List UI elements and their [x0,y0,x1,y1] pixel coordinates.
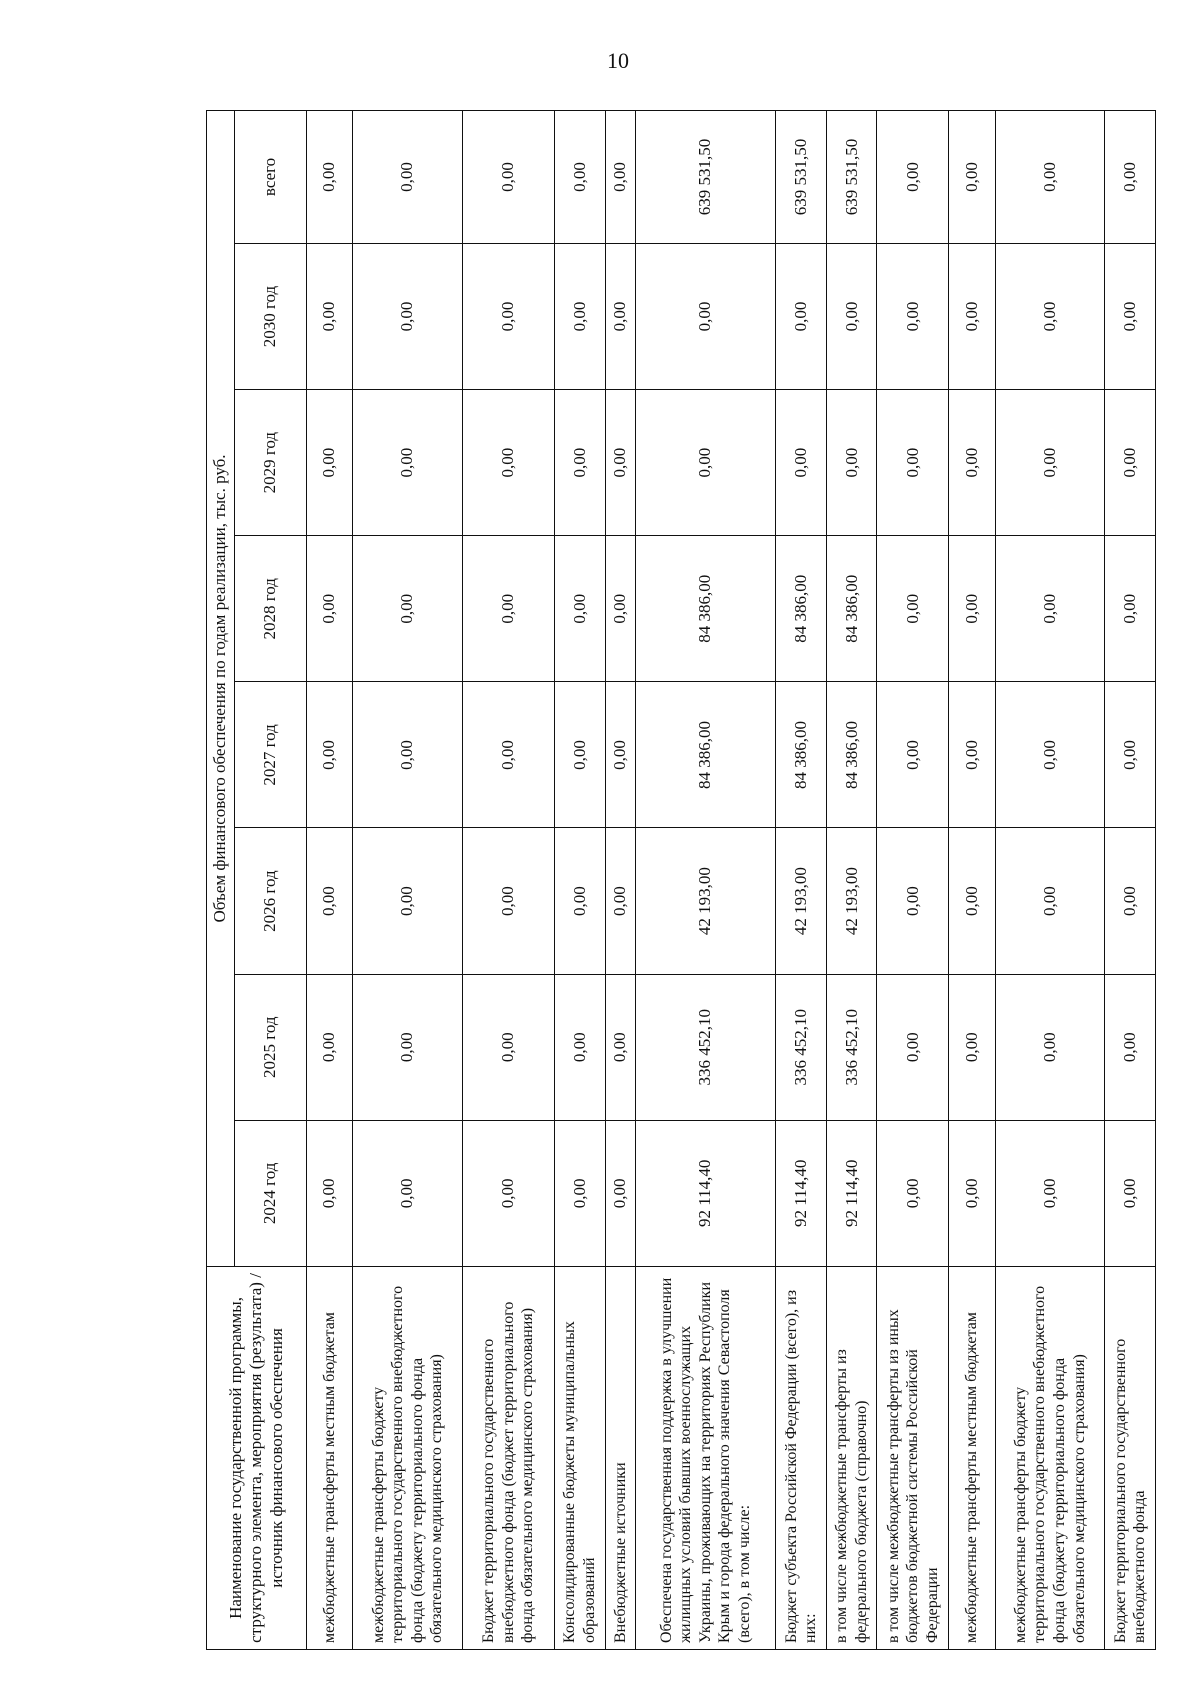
header-group: Объем финансового обеспечения по годам реализации, тыс. руб. [207,111,235,1267]
table-body [307,111,1156,1650]
row-year-value: 0,00 [307,828,353,974]
row-total-value: 0,00 [949,111,995,244]
row-total-value: 0,00 [307,111,353,244]
row-year-value: 0,00 [555,390,606,536]
table-row [826,111,877,1650]
row-year-value: 0,00 [555,974,606,1120]
header-year: 2028 год [235,536,307,682]
row-year-value: 0,00 [605,682,635,828]
row-year-value: 0,00 [462,682,554,828]
row-year-value: 0,00 [555,243,606,389]
rotated-table-wrapper [206,110,1156,1650]
header-name-column: Наименование государственной программы, структурного элемента, мероприятия (результата) / источник финансового обеспечения [207,1266,307,1649]
row-year-value: 0,00 [995,243,1105,389]
row-name: в том числе межбюджетные трансферты из иных бюджетов бюджетной системы Российской Федерации [877,1266,949,1649]
row-year-value: 0,00 [877,243,949,389]
row-year-value: 0,00 [307,536,353,682]
page-number: 10 [607,48,629,73]
row-year-value: 0,00 [353,682,463,828]
row-total-value: 639 531,50 [776,111,827,244]
row-year-value: 92 114,40 [826,1120,877,1266]
row-year-value: 0,00 [995,682,1105,828]
row-year-value: 0,00 [776,243,827,389]
header-year: 2030 год [235,243,307,389]
table-row [353,111,463,1650]
row-year-value: 0,00 [1105,1120,1156,1266]
row-name: Внебюджетные источники [605,1266,635,1649]
row-year-value: 84 386,00 [635,536,776,682]
row-year-value: 0,00 [353,1120,463,1266]
row-year-value: 0,00 [307,243,353,389]
row-year-value: 0,00 [949,974,995,1120]
table-row [555,111,606,1650]
row-year-value: 0,00 [555,682,606,828]
row-year-value: 0,00 [877,1120,949,1266]
table-row [877,111,949,1650]
header-year: 2025 год [235,974,307,1120]
row-total-value: 0,00 [995,111,1105,244]
table-row [605,111,635,1650]
row-total-value: 0,00 [462,111,554,244]
row-name: межбюджетные трансферты местным бюджетам [307,1266,353,1649]
row-year-value: 0,00 [462,390,554,536]
row-year-value: 336 452,10 [826,974,877,1120]
row-year-value: 0,00 [353,828,463,974]
row-year-value: 0,00 [635,243,776,389]
row-year-value: 0,00 [307,974,353,1120]
row-year-value: 84 386,00 [776,682,827,828]
row-year-value: 336 452,10 [635,974,776,1120]
header-year: 2026 год [235,828,307,974]
row-year-value: 0,00 [877,974,949,1120]
row-year-value: 0,00 [776,390,827,536]
financing-table [206,110,1156,1650]
row-year-value: 0,00 [462,974,554,1120]
row-year-value: 0,00 [353,974,463,1120]
row-total-value: 0,00 [555,111,606,244]
table-row [949,111,995,1650]
row-year-value: 0,00 [605,243,635,389]
row-year-value: 0,00 [995,828,1105,974]
row-name: Консолидированные бюджеты муниципальных образований [555,1266,606,1649]
table-row [1105,111,1156,1650]
row-total-value: 0,00 [353,111,463,244]
table-row [635,111,776,1650]
row-name: Бюджет субъекта Российской Федерации (всего), из них: [776,1266,827,1649]
header-year: 2027 год [235,682,307,828]
header-total: всего [235,111,307,244]
row-year-value: 92 114,40 [776,1120,827,1266]
row-year-value: 0,00 [877,536,949,682]
row-year-value: 0,00 [877,390,949,536]
row-year-value: 0,00 [605,536,635,682]
row-total-value: 639 531,50 [635,111,776,244]
row-total-value: 0,00 [605,111,635,244]
row-year-value: 0,00 [826,243,877,389]
row-year-value: 0,00 [826,390,877,536]
row-year-value: 0,00 [605,1120,635,1266]
row-year-value: 42 193,00 [826,828,877,974]
header-year: 2029 год [235,390,307,536]
row-year-value: 42 193,00 [635,828,776,974]
row-year-value: 0,00 [605,974,635,1120]
table-row [776,111,827,1650]
table-row [462,111,554,1650]
row-year-value: 0,00 [949,243,995,389]
row-year-value: 0,00 [949,536,995,682]
row-name: Обеспечена государственная поддержка в улучшении жилищных условий бывших военнослужащих Украины, проживающих на территориях Республики Крым и города федерального значения Севастополя (всего), в том числе: [635,1266,776,1649]
row-year-value: 336 452,10 [776,974,827,1120]
row-year-value: 0,00 [949,682,995,828]
row-year-value: 92 114,40 [635,1120,776,1266]
row-year-value: 0,00 [1105,536,1156,682]
row-year-value: 0,00 [1105,390,1156,536]
header-year: 2024 год [235,1120,307,1266]
row-year-value: 0,00 [635,390,776,536]
row-year-value: 0,00 [462,243,554,389]
row-year-value: 0,00 [555,1120,606,1266]
row-year-value: 0,00 [877,682,949,828]
row-year-value: 0,00 [462,1120,554,1266]
row-year-value: 0,00 [1105,243,1156,389]
row-year-value: 84 386,00 [776,536,827,682]
row-year-value: 0,00 [555,828,606,974]
row-year-value: 0,00 [995,390,1105,536]
row-year-value: 0,00 [995,974,1105,1120]
row-year-value: 42 193,00 [776,828,827,974]
row-name: Бюджет территориального государственного внебюджетного фонда [1105,1266,1156,1649]
row-year-value: 0,00 [1105,974,1156,1120]
row-year-value: 84 386,00 [826,536,877,682]
row-year-value: 0,00 [1105,828,1156,974]
row-year-value: 0,00 [353,243,463,389]
row-year-value: 0,00 [605,828,635,974]
table-row [995,111,1105,1650]
row-name: в том числе межбюджетные трансферты из федерального бюджета (справочно) [826,1266,877,1649]
row-name: Бюджет территориального государственного внебюджетного фонда (бюджет территориального фонда обязательного медицинского страхования) [462,1266,554,1649]
row-name: межбюджетные трансферты бюджету территориального государственного внебюджетного фонда (бюджету территориального фонда обязательного медицинского страхования) [995,1266,1105,1649]
row-name: межбюджетные трансферты местным бюджетам [949,1266,995,1649]
row-year-value: 0,00 [949,390,995,536]
row-year-value: 0,00 [877,828,949,974]
row-year-value: 0,00 [949,828,995,974]
row-total-value: 639 531,50 [826,111,877,244]
row-year-value: 0,00 [462,828,554,974]
row-name: межбюджетные трансферты бюджету территориального государственного внебюджетного фонда (бюджету территориального фонда обязательного медицинского страхования) [353,1266,463,1649]
row-year-value: 0,00 [307,390,353,536]
row-year-value: 0,00 [605,390,635,536]
row-year-value: 0,00 [462,536,554,682]
row-year-value: 84 386,00 [826,682,877,828]
row-year-value: 0,00 [353,390,463,536]
row-year-value: 0,00 [307,1120,353,1266]
row-year-value: 0,00 [995,1120,1105,1266]
row-year-value: 0,00 [307,682,353,828]
row-year-value: 0,00 [949,1120,995,1266]
row-year-value: 0,00 [555,536,606,682]
row-total-value: 0,00 [1105,111,1156,244]
row-year-value: 84 386,00 [635,682,776,828]
row-year-value: 0,00 [1105,682,1156,828]
row-year-value: 0,00 [353,536,463,682]
row-year-value: 0,00 [995,536,1105,682]
row-total-value: 0,00 [877,111,949,244]
table-row [307,111,353,1650]
